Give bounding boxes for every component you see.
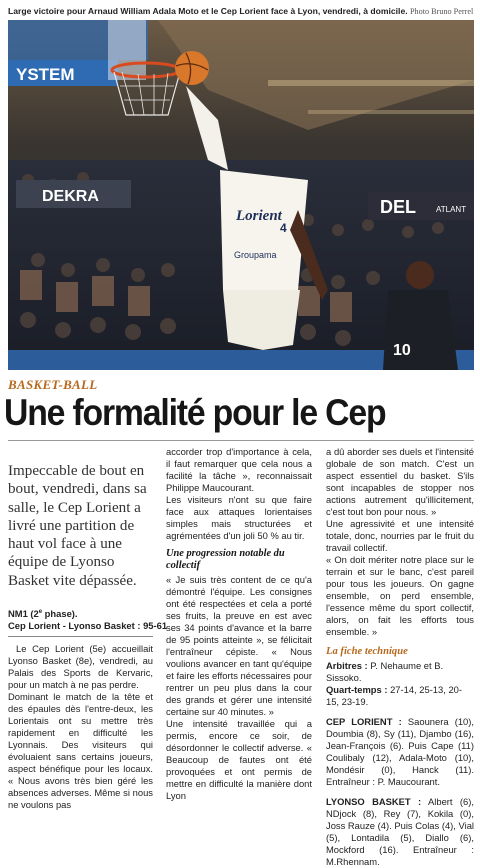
phase-superscript: e: [38, 609, 43, 616]
opponent-jersey-number: 10: [393, 342, 411, 359]
quarts-value: 27-14, 25-13, 20-15, 23-19.: [326, 684, 462, 707]
cep-roster: Saounera (10), Doumbia (8), Sy (11), Djambo (16), Jean-François (6). Puis Cape (11) Coulibaly (12), Adala-Moto (10), Mondésir (0), Hanck (11). Entraîneur : P. Maucourant.: [326, 716, 474, 787]
jersey-groupama: Groupama: [234, 250, 277, 260]
body-paragraph: a dû aborder ses duels et l'intensité globale de son match. C'est un aspect essentiel du basket. S'ils sont incapables de stopper nos actions autrement qu'illicitement, c'est tout bon pour nous. »: [326, 446, 474, 517]
body-paragraph: « Je suis très content de ce qu'a démontré l'équipe. Les consignes ont été respectées et cela a porté ses fruits, la preuve en est avec ses 34 points d'avance et la barre de 95 points atteinte », se félicitait l'entraîneur cépiste. « Nous voulions avancer en tant qu'équipe et faire les efforts nécessaires pour rentrer un peu plus dans la cour des grands et gérer une intensité certaine sur 40 minutes. »: [166, 574, 312, 717]
sponsor-del: DEL: [380, 197, 416, 217]
photo-caption: [8, 6, 474, 17]
fiche-lyonso-basket: [326, 796, 474, 868]
body-paragraph: Une intensité travaillée qui a permis, encore ce soir, de désordonner le collectif adverse. « Beaucoup de fautes ont été provoquées et ont permis de mettre en difficulté la manière dont Lyon: [166, 718, 312, 801]
fiche-cep-lorient: [326, 716, 474, 788]
fiche-technique-title: La fiche technique: [326, 646, 408, 657]
body-paragraph: Le Cep Lorient (5e) accueillait Lyonso Basket (8e), vendredi, au Palais des Sports de Kervaric, pour un match à ne pas perdre.: [8, 643, 153, 691]
caption-text: Large victoire pour Arnaud William Adala Moto et le Cep Lorient face à Lyon, vendredi, à domicile.: [8, 6, 408, 16]
article-lead: Impeccable de bout en bout, vendredi, dans sa salle, le Cep Lorient a livré une partition de haut vol face à une équipe de Lyonso Basket vite dépassée.: [8, 463, 147, 589]
article-headline: Une formalité pour le Cep: [4, 391, 386, 433]
body-paragraph: Une agressivité et une intensité totale, donc, nourries par le fruit du travail collectif.: [326, 518, 474, 553]
arbitres-value: P. Nehaume et B. Sissoko.: [326, 660, 444, 683]
headline-divider: [8, 440, 474, 441]
body-paragraph: « On doit mériter notre place sur le terrain et sur le banc, c'est pareil pour tous les joueurs. On gagne ensemble, on perd ensemble, l'essence même du sport collectif, alors, on fait les efforts tous ensemble. »: [326, 554, 474, 637]
sponsor-dekra: DEKRA: [42, 188, 99, 205]
quarts-label: Quart-temps :: [326, 684, 388, 695]
article-column-3: [326, 446, 474, 868]
competition-info: [8, 606, 153, 620]
jersey-number: 4: [280, 221, 287, 235]
fiche-quart-temps: [326, 684, 474, 708]
lyon-roster: Albert (6), NDjock (8), Rey (7), Kokila (0), Joss Rauze (4). Puis Colas (4), Vial (5), Lontadila (5), Diallo (6), Mockford (16). Entraîneur : M.Rhennam.: [326, 796, 474, 867]
lyon-label: LYONSO BASKET :: [326, 796, 422, 807]
sponsor-atlant: ATLANT: [436, 205, 467, 214]
arbitres-label: Arbitres :: [326, 660, 368, 671]
competition-phase-end: phase).: [42, 608, 78, 620]
article-photo: [8, 20, 474, 370]
jersey-lorient: Lorient: [236, 208, 282, 224]
fiche-arbitres: [326, 660, 474, 684]
cep-label: CEP LORIENT :: [326, 716, 402, 727]
article-kicker: BASKET-BALL: [8, 377, 98, 392]
body-paragraph: Dominant le match de la tête et des épaules dès l'entre-deux, les Lorientais ont su mettre très rapidement en difficulté les Lyonnais. Des visiteurs qui évoluaient sans certains joueurs, aspect bénéfique pour les locaux. « Nous avons très bien géré les absences adverses. Même si nous ne voulons pas: [8, 691, 153, 811]
photo-credit: Photo Bruno Perrel: [410, 7, 474, 16]
body-paragraph: Les visiteurs n'ont su que faire face aux attaques lorientaises simples mais structurées et agrémentées d'un joli 50 % au tir.: [166, 494, 312, 541]
article-column-1: [8, 446, 168, 811]
body-paragraph: accorder trop d'importance à cela, il faut remarquer que cela nous a facilité la tâche », reconnaissait Philippe Maucourant.: [166, 446, 312, 493]
article-column-2: [166, 446, 312, 802]
competition-phase: NM1 (2: [8, 608, 39, 620]
basketball-scene-illustration: [8, 20, 474, 370]
article-subheading: Une progression notable du collectif: [166, 548, 285, 571]
match-score: Cep Lorient - Lyonso Basket : 95-61: [8, 620, 153, 637]
sponsor-ystem: YSTEM: [16, 65, 75, 84]
